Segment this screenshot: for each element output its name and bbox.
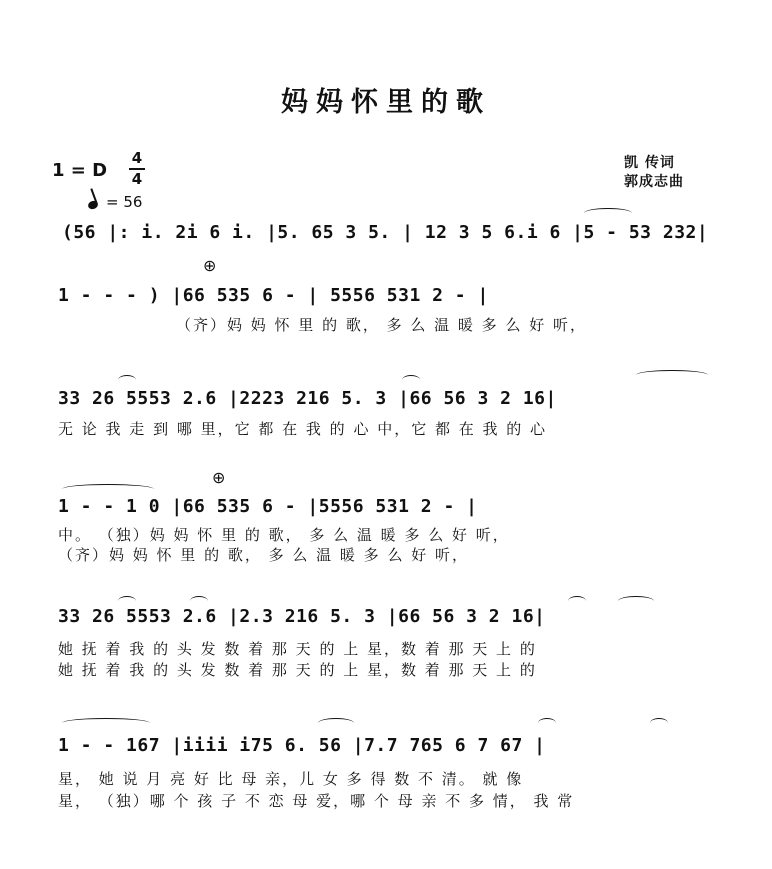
tie-arc bbox=[402, 375, 420, 385]
composer-credit: 郭成志曲 bbox=[624, 174, 684, 190]
song-title: 妈妈怀里的歌 bbox=[281, 87, 491, 118]
lyrics-row-5a: 她 抚 着 我 的 头 发 数 着 那 天 的 上 星，数 着 那 天 上 的 bbox=[58, 640, 537, 658]
tie-arc bbox=[62, 484, 154, 494]
tie-arc bbox=[118, 596, 136, 606]
quarter-note-icon bbox=[87, 200, 99, 211]
lyrics-row-5b: 她 抚 着 我 的 头 发 数 着 那 天 的 上 星，数 着 那 天 上 的 bbox=[58, 661, 537, 679]
tempo-value: = 56 bbox=[106, 193, 143, 211]
notation-row-2: 1 - - - ) |66 535 6 - | 5556 531 2 - | bbox=[58, 285, 489, 306]
tie-arc bbox=[618, 596, 654, 606]
time-signature-top: 4 bbox=[131, 149, 143, 167]
lyrics-row-4a: 中。 （独）妈 妈 怀 里 的 歌， 多 么 温 暖 多 么 好 听， bbox=[58, 526, 510, 544]
tie-arc bbox=[568, 596, 586, 606]
lyrics-row-2: （齐）妈 妈 怀 里 的 歌， 多 么 温 暖 多 么 好 听， bbox=[176, 316, 587, 334]
tie-arc bbox=[584, 208, 632, 218]
lyrics-row-6a: 星， 她 说 月 亮 好 比 母 亲，儿 女 多 得 数 不 清。 就 像 bbox=[58, 770, 524, 788]
notation-row-4: 1 - - 1 0 |66 535 6 - |5556 531 2 - | bbox=[58, 496, 478, 517]
notation-row-5: 33 26 5553 2.6 |2.3 216 5. 3 |66 56 3 2 16| bbox=[58, 606, 546, 627]
lyrics-row-6b: 星， （独）哪 个 孩 子 不 恋 母 爱，哪 个 母 亲 不 多 情， 我 常 bbox=[58, 792, 575, 810]
segno-sign: ⊕ bbox=[203, 256, 217, 275]
notation-row-3: 33 26 5553 2.6 |2223 216 5. 3 |66 56 3 2 16| bbox=[58, 388, 557, 409]
tie-arc bbox=[318, 718, 354, 728]
tie-arc bbox=[62, 718, 150, 728]
tie-arc bbox=[118, 375, 136, 385]
key-signature: 1 = D bbox=[52, 160, 108, 181]
tie-arc bbox=[650, 718, 668, 728]
lyrics-row-4b: （齐）妈 妈 怀 里 的 歌， 多 么 温 暖 多 么 好 听， bbox=[58, 546, 469, 564]
lyrics-row-3: 无 论 我 走 到 哪 里，它 都 在 我 的 心 中，它 都 在 我 的 心 bbox=[58, 420, 548, 438]
tempo-marking bbox=[88, 193, 142, 211]
notation-row-6: 1 - - 167 |iiii i75 6. 56 |7.7 765 6 7 67 | bbox=[58, 735, 546, 756]
segno-sign: ⊕ bbox=[212, 468, 226, 487]
time-signature-bottom: 4 bbox=[131, 170, 143, 188]
tie-arc bbox=[636, 370, 708, 380]
notation-row-1: (56 |: i. 2i 6 i. |5. 65 3 5. | 12 3 5 6.i 6 |5 - 53 232| bbox=[62, 222, 709, 243]
tie-arc bbox=[190, 596, 208, 606]
lyricist-credit: 凯 传词 bbox=[624, 155, 675, 171]
time-signature bbox=[129, 150, 145, 188]
tie-arc bbox=[538, 718, 556, 728]
